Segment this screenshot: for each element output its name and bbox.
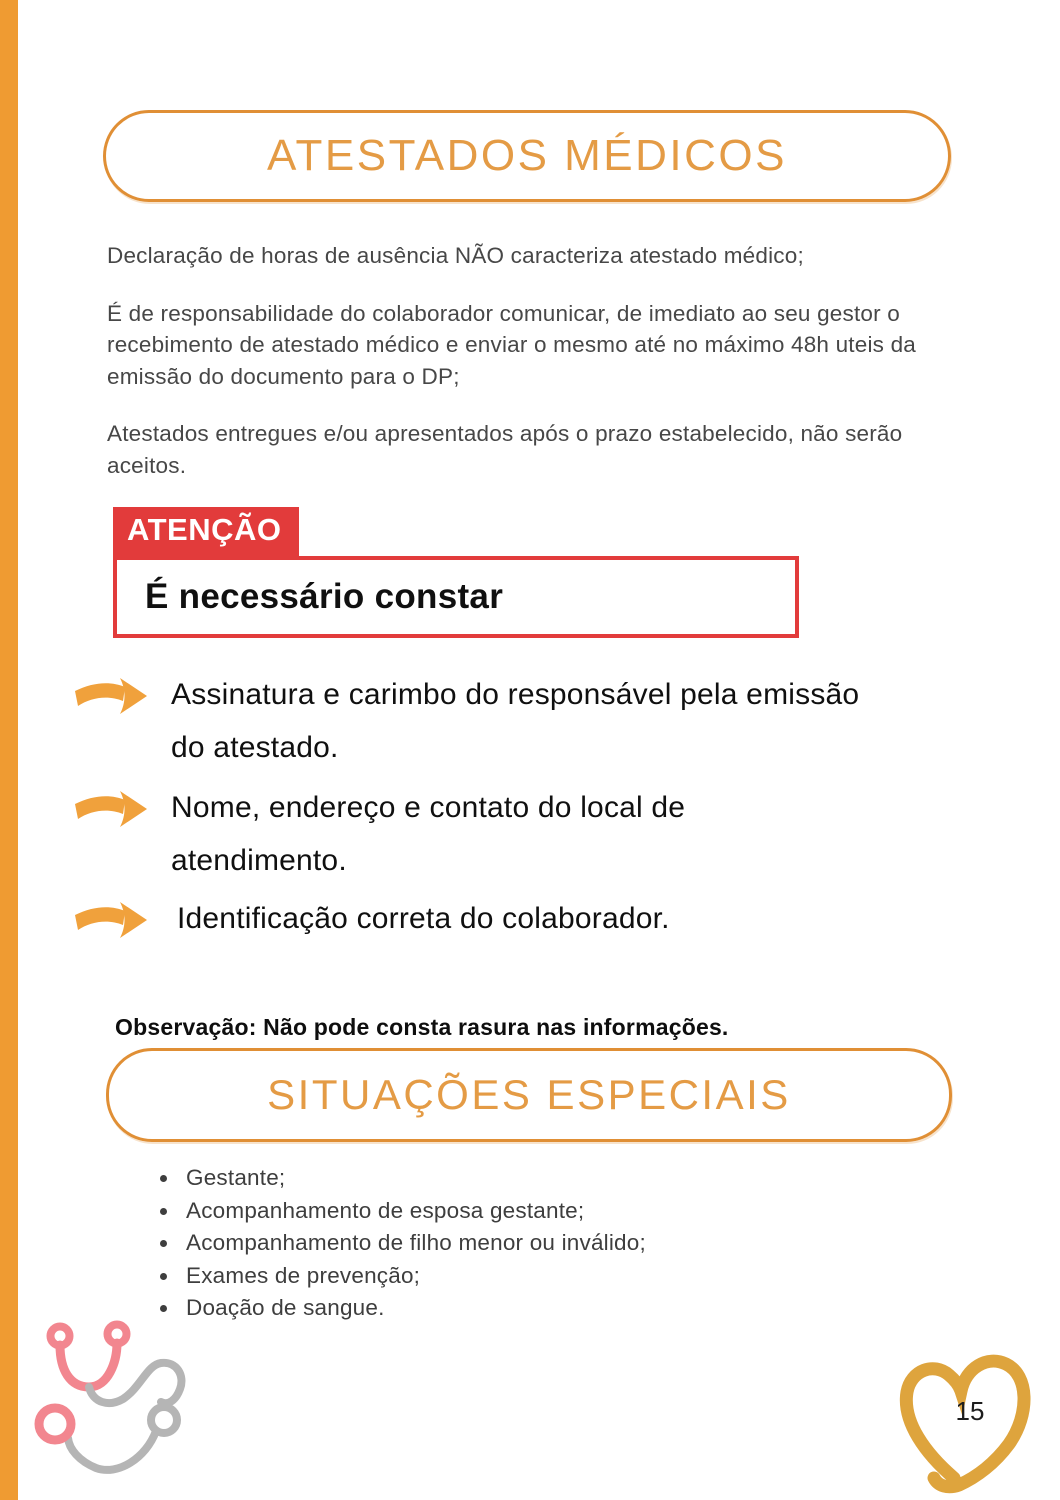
list-item-line: do atestado. — [171, 731, 339, 764]
section-title-atestados — [103, 110, 951, 202]
arrow-bullet-icon — [73, 671, 149, 721]
left-accent-bar — [0, 0, 18, 1500]
attention-heading-box — [113, 556, 799, 638]
section-title-atestados-text: ATESTADOS MÉDICOS — [266, 131, 788, 180]
intro-paragraph: Atestados entregues e/ou apresentados após o prazo estabelecido, não serão aceitos. — [107, 421, 903, 478]
intro-paragraphs — [107, 240, 963, 507]
intro-paragraph: Declaração de horas de ausência NÃO caracteriza atestado médico; — [107, 243, 804, 268]
stethoscope-icon — [28, 1318, 200, 1490]
list-item-text — [177, 892, 670, 945]
list-item — [73, 781, 913, 887]
page-number: 15 — [955, 1396, 985, 1426]
arrow-bullet-icon — [73, 895, 149, 945]
list-item — [73, 668, 913, 774]
list-item-text — [171, 668, 859, 774]
attention-heading-text: É necessário constar — [145, 577, 504, 616]
list-item: • Acompanhamento de filho menor ou inválido; — [180, 1227, 912, 1260]
list-item: • Acompanhamento de esposa gestante; — [180, 1195, 912, 1228]
list-item-line: Assinatura e carimbo do responsável pela emissão — [171, 678, 860, 711]
list-item — [73, 892, 913, 945]
intro-paragraph: É de responsabilidade do colaborador comunicar, de imediato ao seu gestor o recebimento de atestado médico e enviar o mesmo até no máximo 48h uteis da emissão do documento para o DP; — [107, 300, 916, 389]
list-item: • Doação de sangue. — [180, 1292, 912, 1325]
list-item-text — [171, 781, 685, 887]
list-item: • Gestante; — [180, 1162, 912, 1195]
section-title-situacoes — [106, 1048, 952, 1142]
attention-tag: ATENÇÃO — [113, 507, 299, 556]
list-item: • Exames de prevenção; — [180, 1260, 912, 1293]
section-title-situacoes-text: SITUAÇÕES ESPECIAIS — [267, 1071, 791, 1118]
observation-note: Observação: Não pode consta rasura nas informações. — [115, 1014, 729, 1040]
list-item-line: Nome, endereço e contato do local de — [171, 791, 686, 824]
list-item-line: atendimento. — [171, 844, 347, 877]
special-situations-list — [152, 1162, 912, 1325]
list-item-line: Identificação correta do colaborador. — [177, 902, 670, 935]
arrow-bullet-icon — [73, 784, 149, 834]
